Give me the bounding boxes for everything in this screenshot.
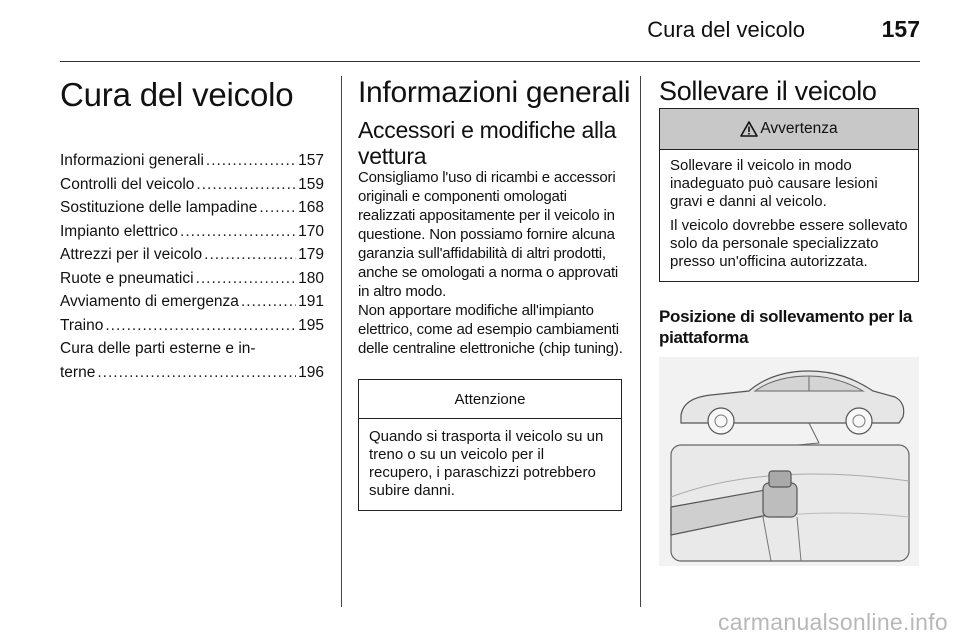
chapter-toc bbox=[60, 149, 324, 384]
caution-text: Quando si trasporta il veicolo su un treno o su un veicolo per il recupero, i paraschizzi potrebbero subire danni. bbox=[369, 428, 604, 499]
car-lift-drawing bbox=[659, 357, 919, 566]
subheading-lift-position: Posizione di sollevamento per la piattaforma bbox=[659, 307, 913, 347]
watermark: carmanualsonline.info bbox=[717, 609, 948, 635]
toc-entry[interactable]: Sostituzione delle lampadine ..... 168 bbox=[60, 196, 324, 220]
lifting-point-illustration bbox=[659, 357, 919, 566]
warning-box bbox=[659, 108, 919, 282]
column-divider-left bbox=[341, 76, 342, 607]
page-number: 157 bbox=[881, 16, 920, 42]
section-title-lifting: Sollevare il veicolo bbox=[659, 76, 877, 106]
paragraph-accessories: Consigliamo l'uso di ricambi e accessori originali e componenti omologati realizzati appositamente per il veicolo in questione. Non possiamo fornire alcuna garanzia sull'affidabilità di altri prodotti, anche se omologati a norma o approvati in altro modo. bbox=[358, 169, 619, 300]
column-divider-right bbox=[640, 76, 641, 607]
toc-entry[interactable]: Impianto elettrico ..... 170 bbox=[60, 220, 324, 244]
toc-entry[interactable]: Informazioni generali ..... 157 bbox=[60, 149, 324, 173]
warning-triangle-icon bbox=[740, 121, 758, 137]
section-title-general: Informazioni generali bbox=[358, 76, 631, 109]
toc-entry[interactable]: Ruote e pneumatici ..... 180 bbox=[60, 267, 324, 291]
warning-text-1: Sollevare il veicolo in modo inadeguato può causare lesioni gravi e danni al veicolo. bbox=[670, 157, 878, 210]
header-rule bbox=[60, 61, 920, 62]
warning-heading: Avvertenza bbox=[760, 120, 838, 137]
running-header-title: Cura del veicolo bbox=[647, 17, 805, 42]
toc-entry[interactable]: Avviamento di emergenza ..... 191 bbox=[60, 290, 324, 314]
toc-entry[interactable]: Cura delle parti esterne e in- terne ..... 196 bbox=[60, 337, 324, 384]
caution-box bbox=[358, 379, 622, 511]
toc-entry[interactable]: Traino ..... 195 bbox=[60, 314, 324, 338]
subsection-title-accessories: Accessori e modifiche alla vettura bbox=[358, 117, 617, 169]
paragraph-modifications: Non apportare modifiche all'impianto elettrico, come ad esempio cambiamenti delle centraline elettroniche (chip tuning). bbox=[358, 302, 623, 357]
warning-text-2: Il veicolo dovrebbe essere sollevato solo da personale specializzato presso un'officina autorizzata. bbox=[670, 217, 908, 270]
chapter-title: Cura del veicolo bbox=[60, 76, 294, 113]
toc-entry[interactable]: Controlli del veicolo ..... 159 bbox=[60, 173, 324, 197]
toc-entry[interactable]: Attrezzi per il veicolo ..... 179 bbox=[60, 243, 324, 267]
caution-heading: Attenzione bbox=[359, 380, 621, 419]
